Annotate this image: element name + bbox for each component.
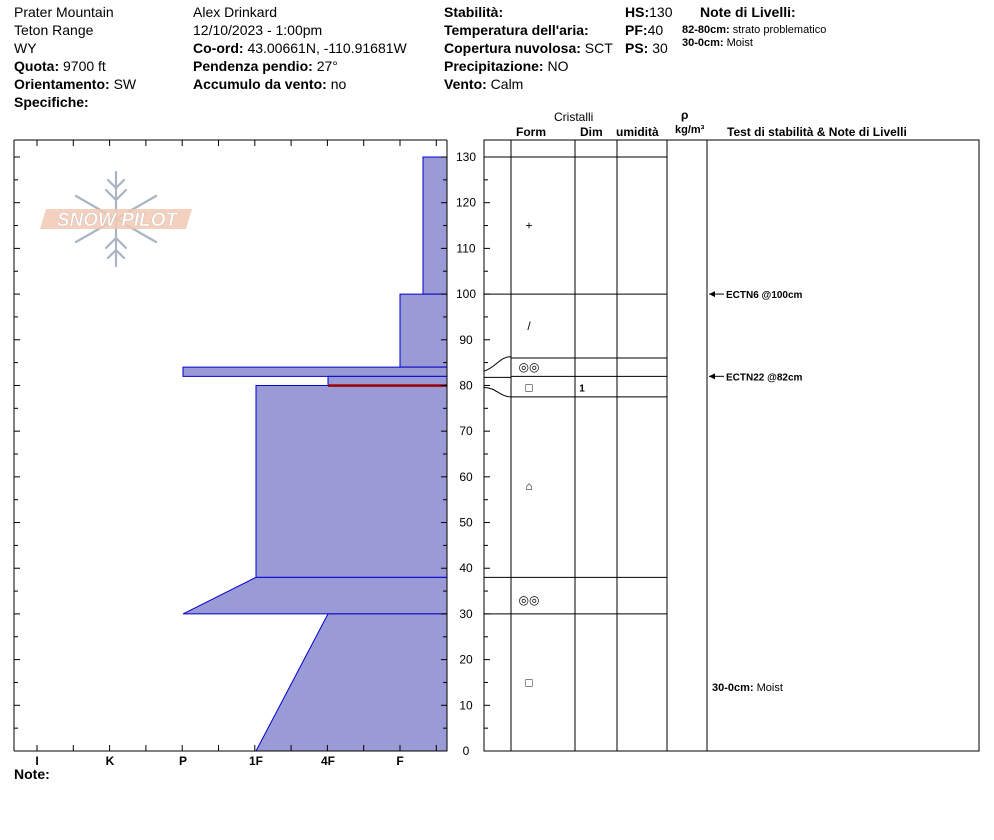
stabilita-label: Stabilità: xyxy=(444,4,504,20)
note-livelli-1-value: strato problematico xyxy=(732,24,827,36)
snowpilot-logo xyxy=(40,172,192,266)
crystal-form-1: / xyxy=(527,319,531,334)
height-label-110: 110 xyxy=(456,241,476,256)
orient-label: Orientamento: xyxy=(14,76,110,92)
hardness-label-K: K xyxy=(105,754,115,768)
crystal-form-5: ◎◎ xyxy=(518,593,540,608)
orient-value: SW xyxy=(113,76,137,92)
temperatura-label: Temperatura dell'aria: xyxy=(444,22,589,38)
stability-arrow-head-1 xyxy=(709,373,715,379)
layer-note-label-0: 30-0cm: xyxy=(712,682,757,695)
hs-value: 130 xyxy=(649,4,673,20)
height-label-0: 0 xyxy=(462,744,470,758)
accumulo-label: Accumulo da vento: xyxy=(193,76,327,92)
vento-value: Calm xyxy=(490,76,524,92)
height-label-20: 20 xyxy=(459,652,473,667)
state-name: WY xyxy=(14,40,37,56)
hardness-layer-2 xyxy=(183,367,447,376)
hardness-label-P: P xyxy=(178,754,188,768)
crystal-form-0: + xyxy=(525,218,533,233)
crystal-form-2: ◎◎ xyxy=(518,360,540,375)
vento-label: Vento: xyxy=(444,76,487,92)
layer-table-frame xyxy=(484,140,979,751)
layer-connector-3 xyxy=(484,387,511,396)
specifiche-label: Specifiche: xyxy=(14,94,89,110)
height-label-90: 90 xyxy=(459,332,473,347)
crystal-dim-3: 1 xyxy=(579,383,585,395)
stability-test-1: ECTN22 @82cm xyxy=(726,372,803,384)
observer-name: Alex Drinkard xyxy=(193,4,278,20)
hardness-layer-4 xyxy=(256,385,447,577)
quota-value: 9700 ft xyxy=(63,58,106,74)
note-livelli-2-label: 30-0cm: xyxy=(682,37,724,49)
accumulo-value: no xyxy=(330,76,347,92)
quota-label: Quota: xyxy=(14,58,60,74)
precipitazione-label: Precipitazione: xyxy=(444,58,544,74)
cristalli-header: Cristalli xyxy=(554,110,594,124)
crystal-form-6: □ xyxy=(525,675,533,690)
ps-label: PS: xyxy=(625,40,649,56)
stability-arrow-head-0 xyxy=(709,291,715,297)
obs-datetime: 12/10/2023 - 1:00pm xyxy=(193,22,323,38)
hs-label: HS: xyxy=(625,4,650,20)
note-livelli-2-value: Moist xyxy=(726,37,753,49)
crystal-form-3: □ xyxy=(525,380,533,395)
crystal-form-4: ⌂ xyxy=(525,478,533,493)
ps-value: 30 xyxy=(652,40,668,56)
note-livelli-title: Note di Livelli: xyxy=(700,4,796,20)
problem-layer-marker xyxy=(328,384,447,387)
umidita-header: umidità xyxy=(616,125,659,139)
height-label-120: 120 xyxy=(455,195,477,210)
form-header: Form xyxy=(516,125,546,139)
height-label-50: 50 xyxy=(459,515,473,530)
height-label-40: 40 xyxy=(459,561,473,576)
rho-unit-header: kg/m³ xyxy=(675,124,705,136)
height-label-10: 10 xyxy=(459,698,473,713)
hardness-layer-1 xyxy=(400,294,447,367)
hardness-layer-6 xyxy=(256,614,447,751)
layer-note-value-0: Moist xyxy=(756,682,783,695)
coord-label: Co-ord: xyxy=(193,40,244,56)
height-label-60: 60 xyxy=(459,469,473,484)
dim-header: Dim xyxy=(580,125,603,139)
height-label-80: 80 xyxy=(459,378,473,393)
note-livelli-1-label: 82-80cm: xyxy=(682,24,730,36)
pendenza-label: Pendenza pendio: xyxy=(193,58,313,74)
hardness-layer-3 xyxy=(328,376,447,385)
coord-value: 43.00661N, -110.91681W xyxy=(247,40,407,56)
height-label-30: 30 xyxy=(459,606,473,621)
logo-text: SNOW PILOT xyxy=(56,210,178,231)
layer-connector-1 xyxy=(484,357,511,372)
footer-note-label: Note: xyxy=(14,766,50,782)
pendenza-value: 27° xyxy=(316,58,338,74)
precipitazione-value: NO xyxy=(547,58,569,74)
rho-header: ρ xyxy=(681,108,689,122)
hardness-label-I: I xyxy=(35,754,39,768)
pf-label: PF: xyxy=(625,22,648,38)
stability-header: Test di stabilità & Note di Livelli xyxy=(727,125,907,139)
hardness-label-4F: 4F xyxy=(320,754,336,768)
hardness-label-1F: 1F xyxy=(248,754,264,768)
location-name: Prater Mountain xyxy=(14,4,114,20)
copertura-label: Copertura nuvolosa: xyxy=(444,40,581,56)
pf-value: 40 xyxy=(647,22,664,38)
hardness-layer-5 xyxy=(183,577,447,614)
hardness-label-F: F xyxy=(396,754,404,768)
layer-note-0 xyxy=(712,682,783,694)
copertura-value: SCT xyxy=(584,40,613,56)
height-label-100: 100 xyxy=(455,287,477,302)
height-label-130: 130 xyxy=(455,150,477,164)
range-name: Teton Range xyxy=(14,22,94,38)
height-label-70: 70 xyxy=(459,424,473,439)
stability-test-0: ECTN6 @100cm xyxy=(726,290,803,302)
